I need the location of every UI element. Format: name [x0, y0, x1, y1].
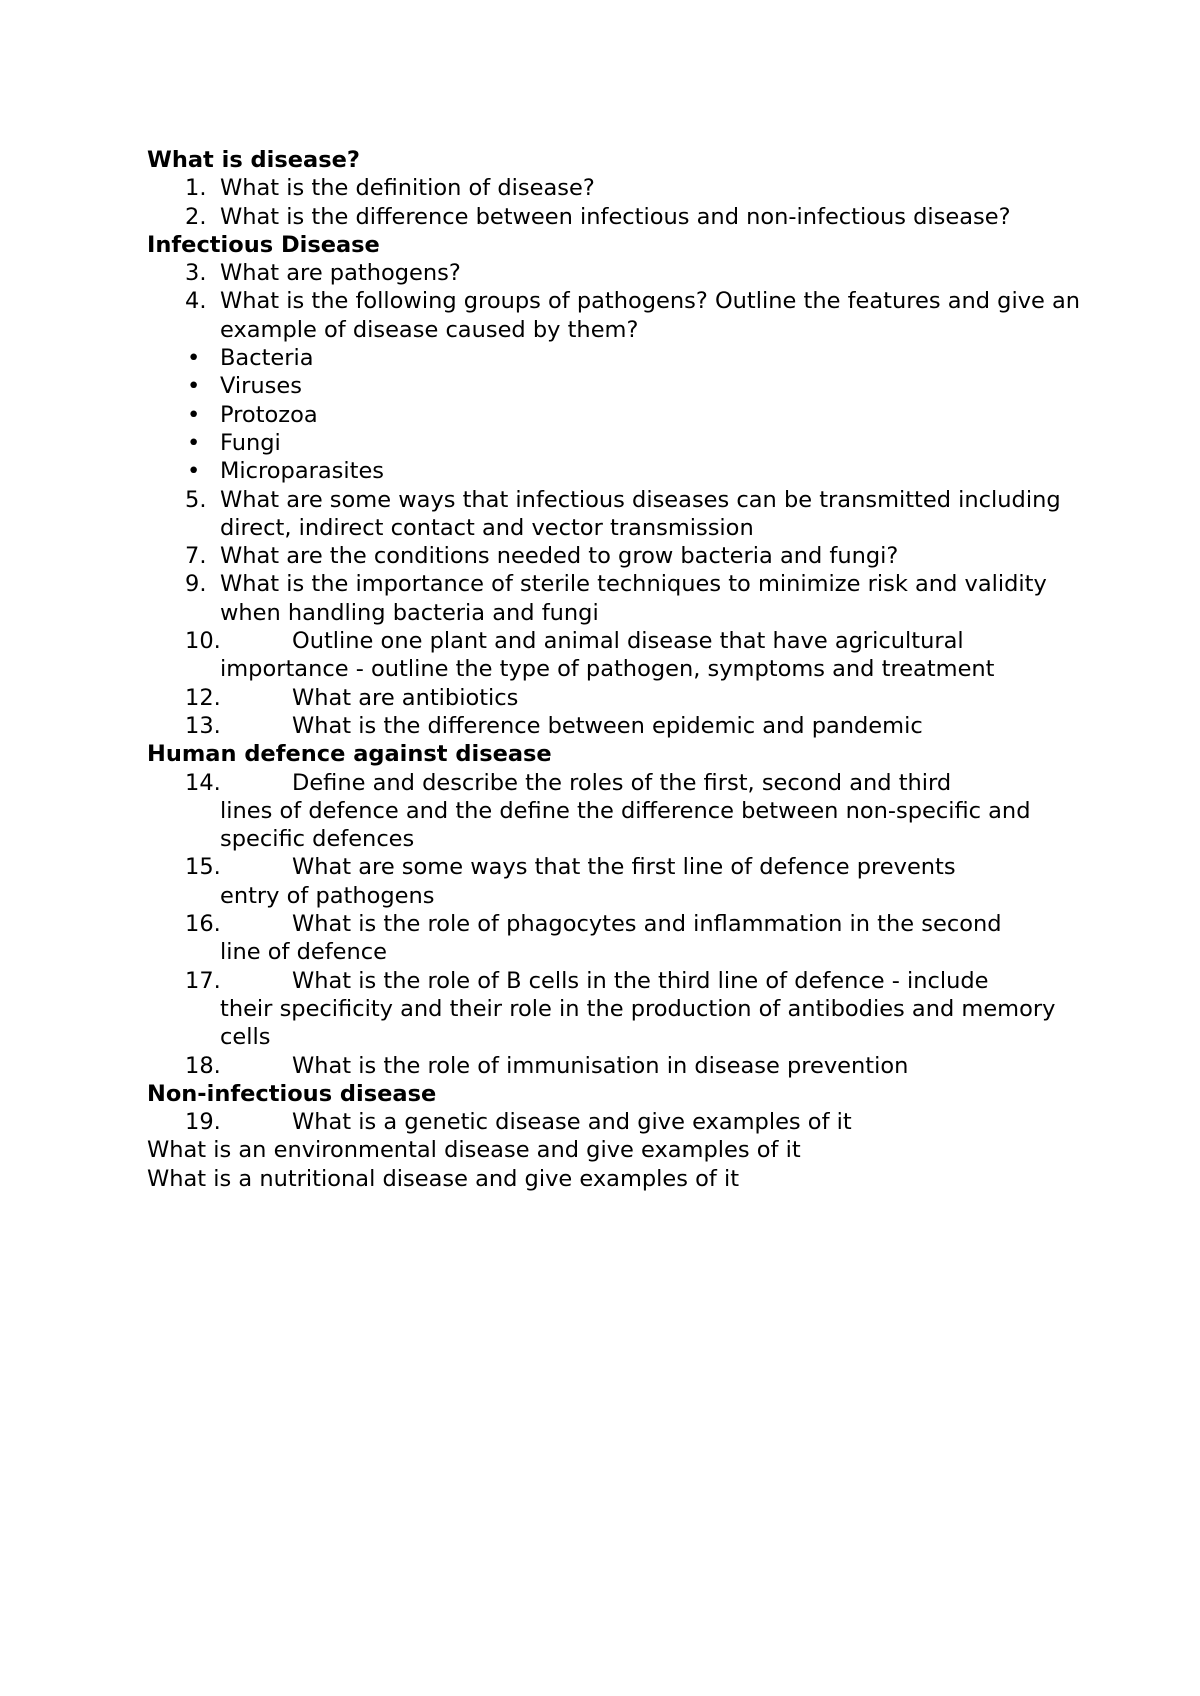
item-text-first: What is the role of B cells in the third line of defence - include — [292, 967, 989, 994]
bullet-text: Fungi — [220, 429, 281, 456]
list-item — [147, 1052, 1087, 1080]
bullet-text: Protozoa — [220, 401, 318, 428]
item-text-first: Outline one plant and animal disease that have agricultural — [292, 628, 964, 655]
item-number: 4. — [185, 288, 207, 315]
list-item — [147, 287, 1087, 344]
item-number: 1. — [185, 175, 207, 202]
bullet-icon: • — [187, 373, 201, 400]
item-number: 12. — [185, 684, 221, 711]
item-text-first: What are antibiotics — [292, 684, 519, 711]
item-number: 7. — [185, 543, 207, 570]
item-text-rest: line of defence — [220, 939, 387, 966]
item-text-first: What is the role of phagocytes and inflammation in the second — [292, 911, 1002, 938]
bullet-text: Bacteria — [220, 345, 314, 372]
section-heading: Infectious Disease — [147, 231, 380, 258]
list-item — [147, 486, 1087, 543]
section-heading: What is disease? — [147, 147, 360, 173]
item-number: 17. — [185, 967, 221, 994]
plain-line: What is an environmental disease and give examples of it — [147, 1137, 801, 1164]
list-item — [147, 967, 1087, 1052]
plain-line: What is a nutritional disease and give examples of it — [147, 1165, 740, 1192]
bullet-item — [147, 344, 1087, 372]
list-item — [147, 203, 1087, 231]
bullet-icon: • — [187, 401, 201, 428]
item-number: 15. — [185, 854, 221, 881]
item-number: 14. — [185, 769, 221, 796]
item-number: 3. — [185, 260, 207, 287]
list-item — [147, 542, 1087, 570]
bullet-text: Viruses — [220, 373, 302, 400]
item-number: 5. — [185, 486, 207, 513]
bullet-icon: • — [187, 345, 201, 372]
item-number: 9. — [185, 571, 207, 598]
list-item — [147, 1108, 1087, 1136]
bullet-icon: • — [187, 458, 201, 485]
item-text-rest: importance - outline the type of pathogen, symptoms and treatment — [220, 656, 995, 683]
item-text-rest: lines of defence and the define the difference between non-specific and specific defences — [220, 797, 1031, 853]
item-text-first: What is the role of immunisation in disease prevention — [292, 1052, 909, 1079]
document-page — [147, 146, 1087, 1193]
item-text-rest: entry of pathogens — [220, 882, 435, 909]
item-text: What are pathogens? — [220, 260, 461, 287]
item-number: 13. — [185, 712, 221, 739]
list-item — [147, 259, 1087, 287]
item-number: 19. — [185, 1109, 221, 1136]
bullet-item — [147, 429, 1087, 457]
section-heading: Human defence against disease — [147, 741, 552, 768]
item-number: 18. — [185, 1052, 221, 1079]
list-item — [147, 769, 1087, 854]
list-item — [147, 684, 1087, 712]
item-text-first: What are some ways that the first line of defence prevents — [292, 854, 956, 881]
item-text-first: What is the difference between epidemic and pandemic — [292, 712, 923, 739]
bullet-icon: • — [187, 429, 201, 456]
list-item — [147, 570, 1087, 627]
bullet-item — [147, 457, 1087, 485]
item-text: What is the difference between infectious and non-infectious disease? — [220, 203, 1011, 230]
list-item — [147, 174, 1087, 202]
item-number: 16. — [185, 911, 221, 938]
item-number: 10. — [185, 628, 221, 655]
item-text-first: Define and describe the roles of the first, second and third — [292, 769, 952, 796]
list-item — [147, 627, 1087, 684]
item-text: What are the conditions needed to grow bacteria and fungi? — [220, 543, 899, 570]
bullet-item — [147, 401, 1087, 429]
item-text: What is the following groups of pathogens? Outline the features and give an example of disease caused by them? — [220, 288, 1081, 343]
item-text-rest: their specificity and their role in the production of antibodies and memory cells — [220, 995, 1056, 1051]
item-number: 2. — [185, 203, 207, 230]
list-item — [147, 853, 1087, 910]
bullet-item — [147, 372, 1087, 400]
list-item — [147, 712, 1087, 740]
list-item — [147, 910, 1087, 967]
section-heading: Non-infectious disease — [147, 1080, 437, 1107]
item-text: What are some ways that infectious diseases can be transmitted including direct, indirect contact and vector transmission — [220, 486, 1061, 541]
item-text-first: What is a genetic disease and give examples of it — [292, 1109, 852, 1136]
item-text: What is the importance of sterile techniques to minimize risk and validity when handling bacteria and fungi — [220, 571, 1047, 626]
bullet-text: Microparasites — [220, 458, 385, 485]
item-text: What is the definition of disease? — [220, 175, 595, 202]
